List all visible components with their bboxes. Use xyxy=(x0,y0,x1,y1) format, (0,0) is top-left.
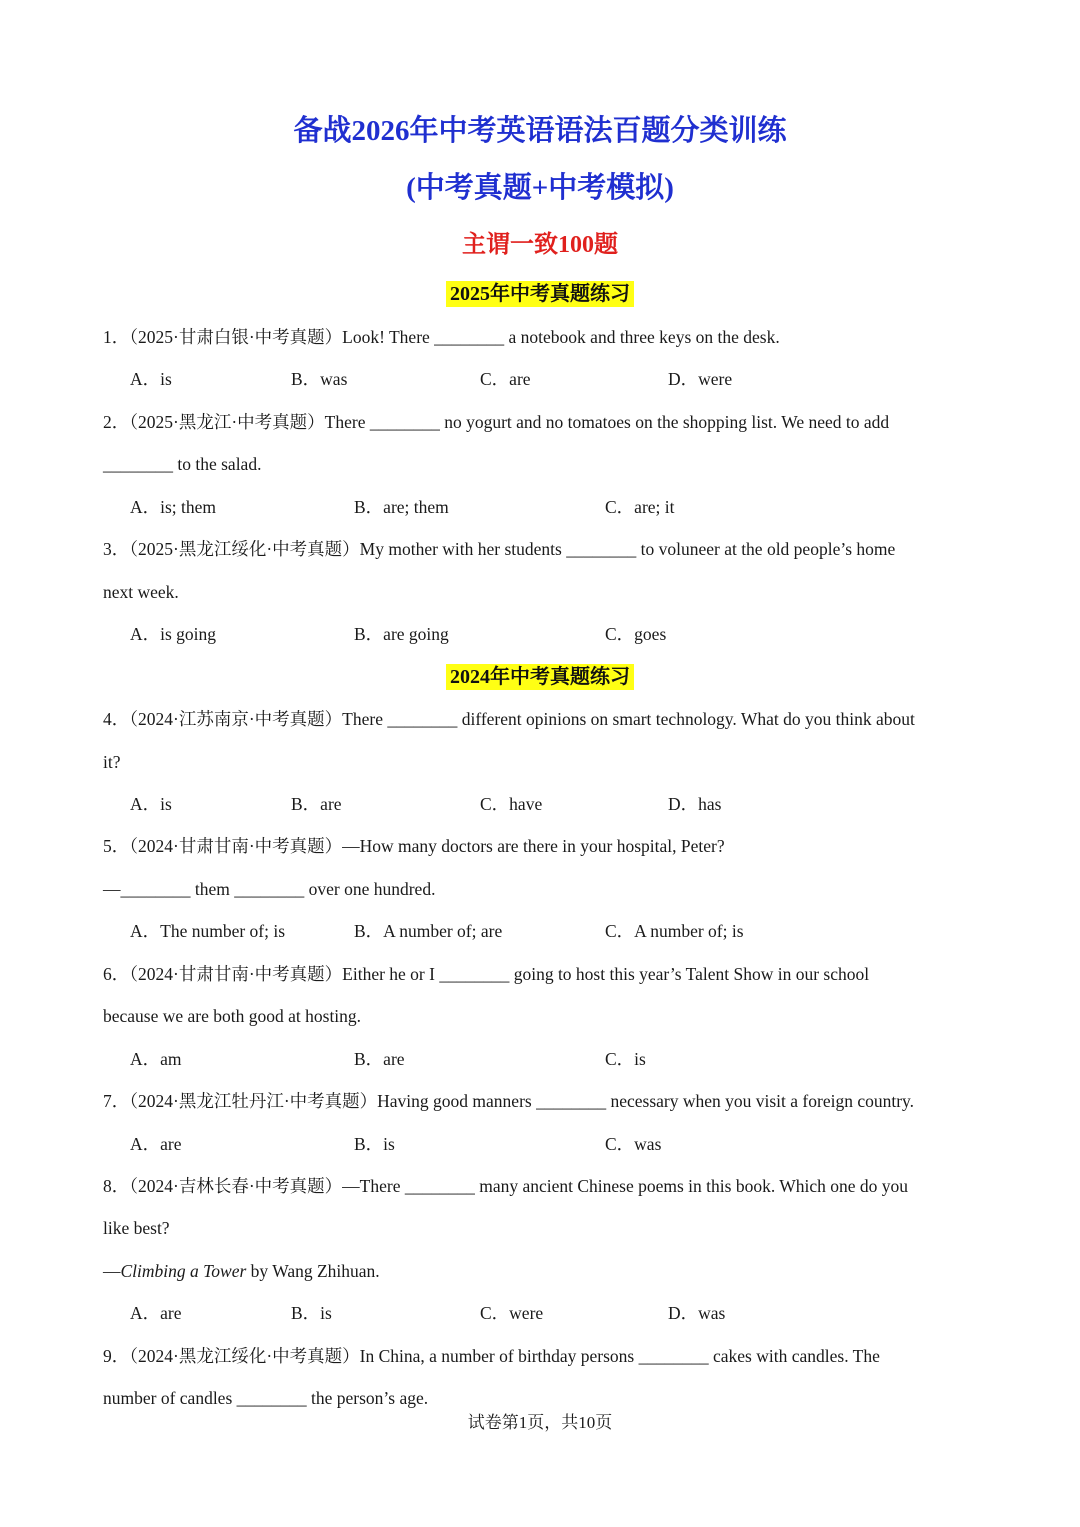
q5-option-a[interactable]: A．The number of; is xyxy=(130,921,286,941)
question-8-text: 8．（2024·吉林长春·中考真题）—There ________ many ancient Chinese poems in this book. Which one do you xyxy=(103,1176,909,1196)
q4-option-a[interactable]: A．is xyxy=(130,794,172,814)
question-5-text: 5．（2024·甘肃甘南·中考真题）—How many doctors are there in your hospital, Peter? xyxy=(103,836,725,856)
question-2-text: 2．（2025·黑龙江·中考真题）There ________ no yogurt and no tomatoes on the shopping list. We need to add xyxy=(103,412,890,432)
question-8-text-cont: like best? xyxy=(103,1218,170,1238)
topic-title: 主谓一致100题 xyxy=(462,232,618,258)
q3-option-b[interactable]: B．are going xyxy=(354,624,449,644)
section-header-2024 xyxy=(0,662,1080,694)
question-9-text-cont: number of candles ________ the person’s age. xyxy=(103,1388,429,1408)
q2-option-c[interactable]: C．are; it xyxy=(605,497,675,517)
question-5-text-cont: —________ them ________ over one hundred. xyxy=(103,879,436,899)
q8-option-b[interactable]: B．is xyxy=(291,1303,332,1323)
question-8-answer-line xyxy=(103,1259,380,1283)
question-4-text: 4．（2024·江苏南京·中考真题）There ________ different opinions on smart technology. What do you think about xyxy=(103,709,915,729)
q6-option-b[interactable]: B．are xyxy=(354,1049,405,1069)
question-2-text-cont: ________ to the salad. xyxy=(103,454,262,474)
q1-option-b[interactable]: B．was xyxy=(291,369,348,389)
q8-option-c[interactable]: C．were xyxy=(480,1303,544,1323)
q5-option-c[interactable]: C．A number of; is xyxy=(605,921,744,941)
question-6-text-cont: because we are both good at hosting. xyxy=(103,1006,362,1026)
q3-option-a[interactable]: A．is going xyxy=(130,624,217,644)
question-3-text-cont: next week. xyxy=(103,582,179,602)
poem-author: by Wang Zhihuan. xyxy=(246,1261,380,1281)
question-9-text: 9．（2024·黑龙江绥化·中考真题）In China, a number of birthday persons ________ cakes with candles. The xyxy=(103,1346,880,1366)
q6-option-a[interactable]: A．am xyxy=(130,1049,182,1069)
question-3-text: 3．（2025·黑龙江绥化·中考真题）My mother with her students ________ to voluneer at the old people’s home xyxy=(103,539,896,559)
q6-option-c[interactable]: C．is xyxy=(605,1049,646,1069)
section-label: 2024年中考真题练习 xyxy=(446,664,634,690)
page-footer: 试卷第1页，共10页 xyxy=(467,1413,613,1432)
q2-option-b[interactable]: B．are; them xyxy=(354,497,449,517)
section-label: 2025年中考真题练习 xyxy=(446,281,634,307)
q7-option-a[interactable]: A．are xyxy=(130,1134,182,1154)
question-6-text: 6．（2024·甘肃甘南·中考真题）Either he or I ________ going to host this year’s Talent Show in our school xyxy=(103,964,870,984)
answer-dash: — xyxy=(103,1261,121,1281)
question-1-text: 1．（2025·甘肃白银·中考真题）Look! There ________ a notebook and three keys on the desk. xyxy=(103,327,780,347)
q5-option-b[interactable]: B．A number of; are xyxy=(354,921,503,941)
question-4-text-cont: it? xyxy=(103,752,121,772)
q8-option-a[interactable]: A．are xyxy=(130,1303,182,1323)
q7-option-b[interactable]: B．is xyxy=(354,1134,395,1154)
q2-option-a[interactable]: A．is; them xyxy=(130,497,217,517)
q4-option-b[interactable]: B．are xyxy=(291,794,342,814)
poem-title: Climbing a Tower xyxy=(120,1261,247,1281)
document-title: 备战2026年中考英语语法百题分类训练 xyxy=(293,115,787,147)
q3-option-c[interactable]: C．goes xyxy=(605,624,667,644)
q4-option-d[interactable]: D．has xyxy=(668,794,722,814)
q1-option-a[interactable]: A．is xyxy=(130,369,172,389)
q1-option-d[interactable]: D．were xyxy=(668,369,733,389)
question-7-text: 7．（2024·黑龙江牡丹江·中考真题）Having good manners ________ necessary when you visit a foreign country. xyxy=(103,1091,915,1111)
q8-option-d[interactable]: D．was xyxy=(668,1303,726,1323)
q1-option-c[interactable]: C．are xyxy=(480,369,531,389)
section-header-2025 xyxy=(0,279,1080,311)
q4-option-c[interactable]: C．have xyxy=(480,794,543,814)
document-title-sub: (中考真题+中考模拟) xyxy=(406,172,674,204)
q7-option-c[interactable]: C．was xyxy=(605,1134,662,1154)
